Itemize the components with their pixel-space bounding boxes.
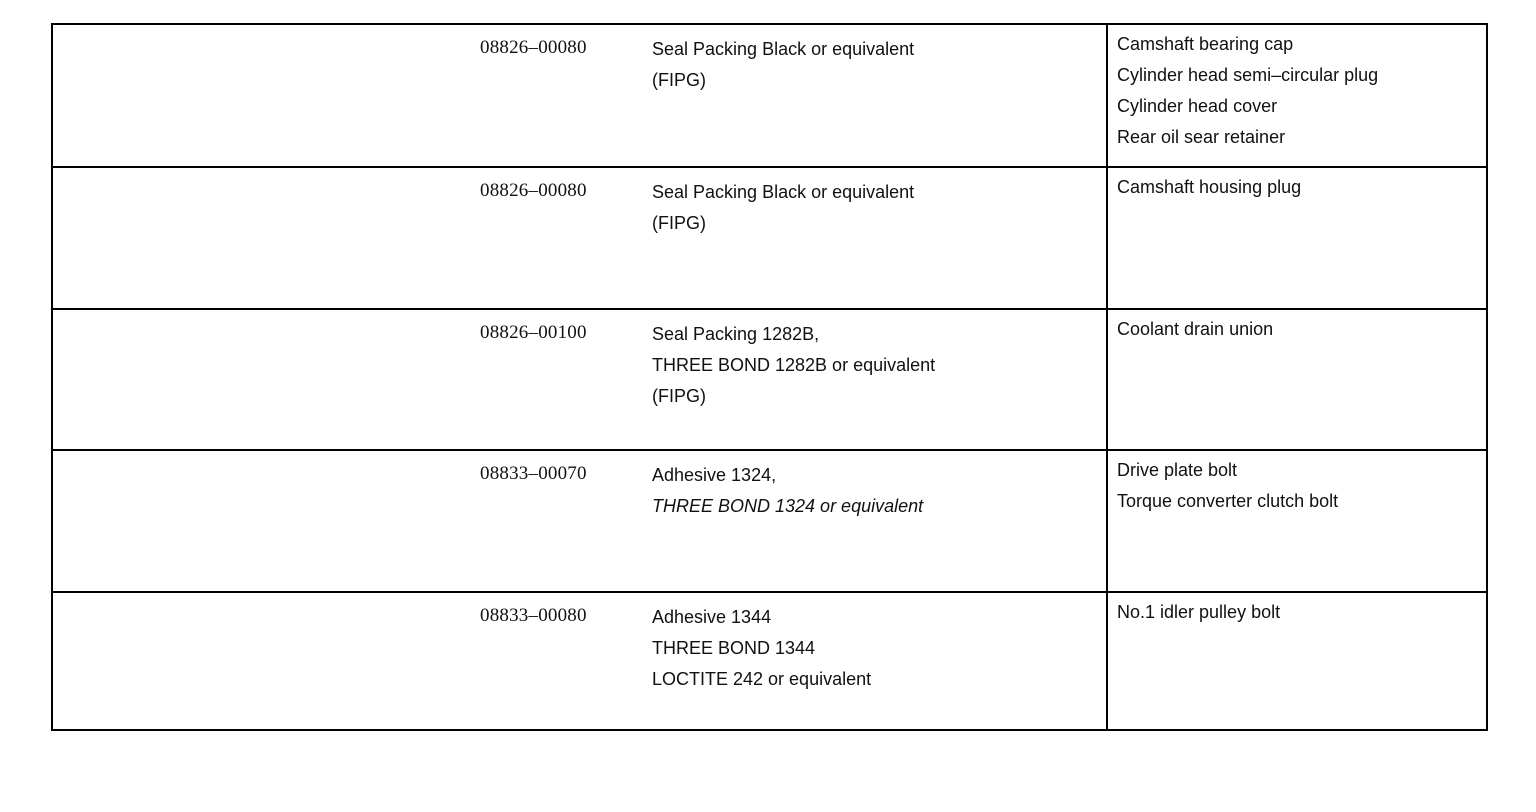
column-divider	[1106, 310, 1108, 449]
application-list	[1117, 314, 1477, 345]
description-line: Adhesive 1324,	[652, 465, 777, 485]
application-list	[1117, 29, 1477, 153]
part-number: 08826–00100	[480, 322, 587, 343]
material-description	[652, 602, 1092, 695]
application-item: Torque converter clutch bolt	[1117, 491, 1339, 511]
part-number: 08833–00080	[480, 605, 587, 626]
part-number: 08826–00080	[480, 180, 587, 201]
application-item: Camshaft housing plug	[1117, 177, 1302, 197]
application-list	[1117, 455, 1477, 517]
table-row	[53, 25, 1486, 168]
application-item: Drive plate bolt	[1117, 460, 1238, 480]
table-row	[53, 451, 1486, 593]
description-line: THREE BOND 1344	[652, 638, 816, 658]
description-line: Adhesive 1344	[652, 607, 772, 627]
application-item: Coolant drain union	[1117, 319, 1274, 339]
table-row	[53, 168, 1486, 310]
application-item: Rear oil sear retainer	[1117, 127, 1286, 147]
description-line: (FIPG)	[652, 70, 706, 90]
material-description	[652, 34, 1092, 96]
description-line: (FIPG)	[652, 386, 706, 406]
part-number: 08826–00080	[480, 37, 587, 58]
description-line: Seal Packing 1282B,	[652, 324, 820, 344]
description-line: LOCTITE 242 or equivalent	[652, 669, 872, 689]
description-line: Seal Packing Black or equivalent	[652, 182, 915, 202]
column-divider	[1106, 168, 1108, 308]
column-divider	[1106, 451, 1108, 591]
table-row	[53, 593, 1486, 729]
application-list	[1117, 597, 1477, 628]
application-item: Cylinder head cover	[1117, 96, 1278, 116]
material-description	[652, 319, 1092, 412]
material-description	[652, 460, 1092, 522]
part-number: 08833–00070	[480, 463, 587, 484]
application-list	[1117, 172, 1477, 203]
material-description	[652, 177, 1092, 239]
application-item: Cylinder head semi–circular plug	[1117, 65, 1379, 85]
application-item: Camshaft bearing cap	[1117, 34, 1294, 54]
sst-materials-table	[51, 23, 1488, 731]
description-line: THREE BOND 1282B or equivalent	[652, 355, 936, 375]
description-line: THREE BOND 1324 or equivalent	[652, 496, 924, 516]
application-item: No.1 idler pulley bolt	[1117, 602, 1281, 622]
table-row	[53, 310, 1486, 451]
column-divider	[1106, 25, 1108, 166]
description-line: (FIPG)	[652, 213, 706, 233]
description-line: Seal Packing Black or equivalent	[652, 39, 915, 59]
column-divider	[1106, 593, 1108, 729]
